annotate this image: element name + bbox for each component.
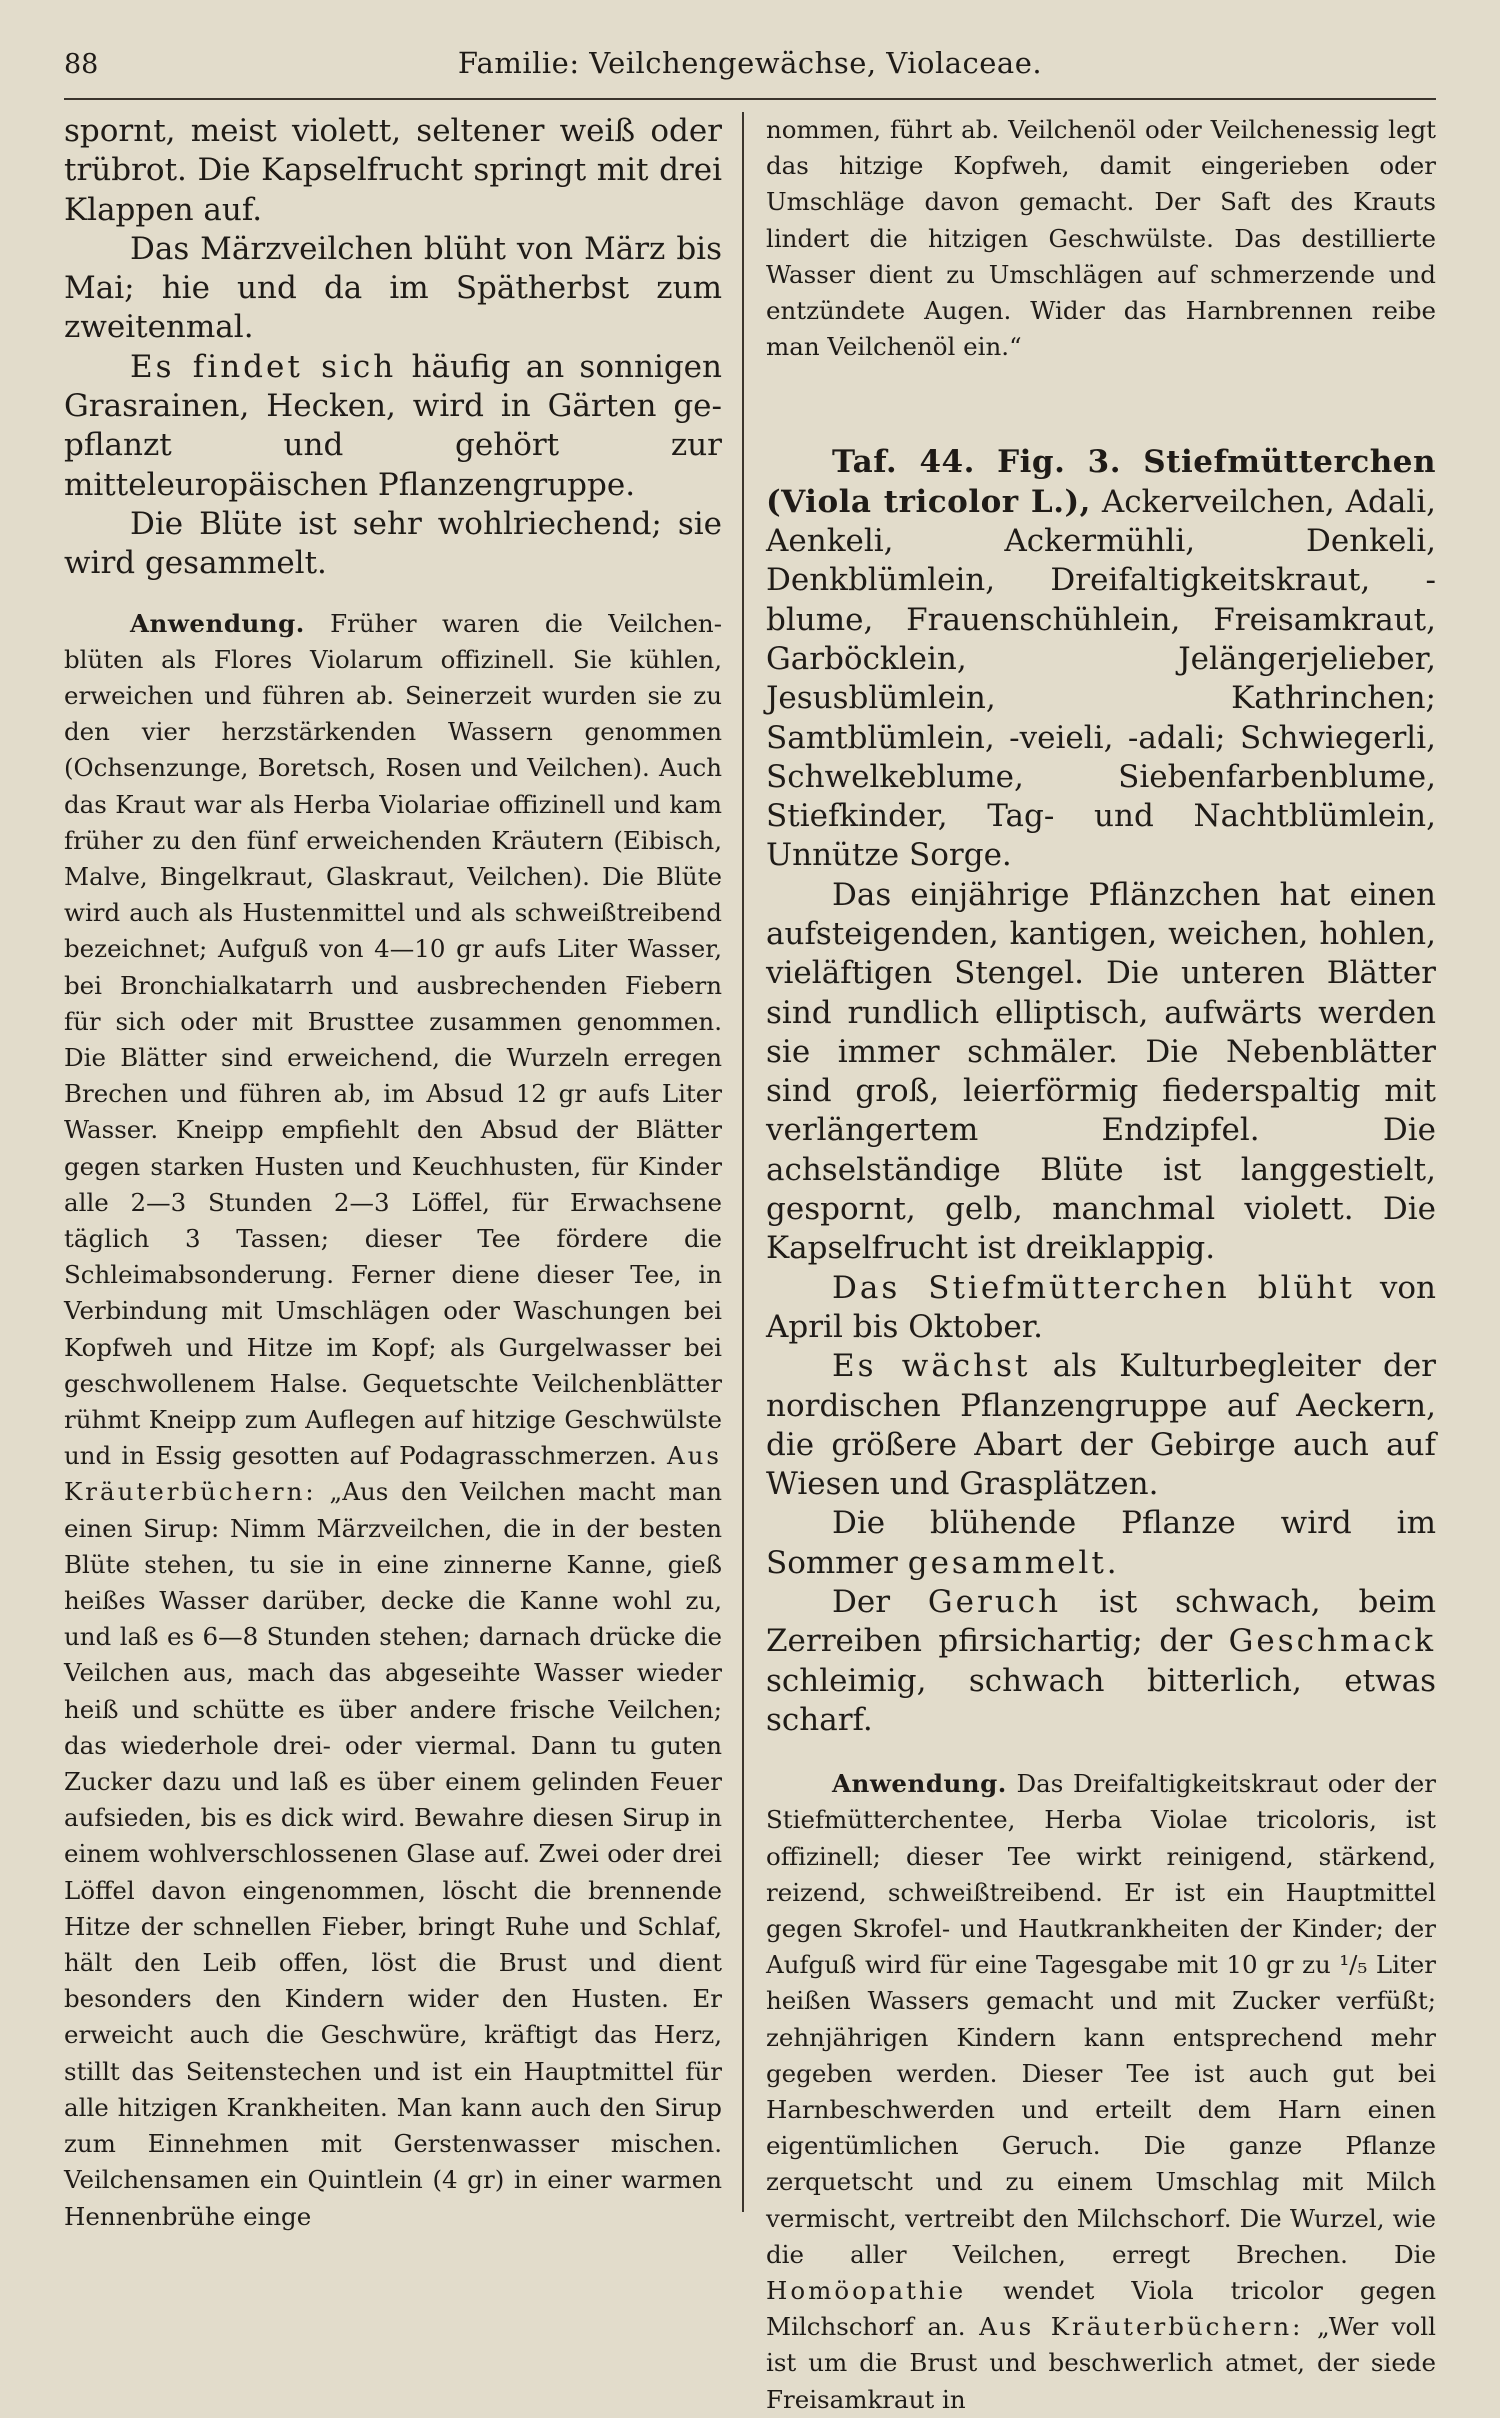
paragraph-usage: [64, 606, 722, 2235]
spaced-term: Geschmack: [1228, 1623, 1436, 1660]
running-title: Familie: Veilchengewächse, Violaceae.: [457, 46, 1043, 80]
spacer: [64, 584, 722, 606]
text-fragment: Der: [832, 1584, 928, 1621]
usage-text: Früher waren die Veilchenblüten als Flores Violarum offizinell. Sie kühlen, erweichen und führen ab. Seinerzeit wurden sie zu den vier herzstärkenden Wassern genommen (Ochsenzunge, Boretsch, Rosen und Veilchen). Auch das Kraut war als Herba Violariae offizinell und kam früher zu den fünf erweichenden Kräutern (Eibisch, Malve, Bingelkraut, Glaskraut, Veilchen). Die Blüte wird auch als Hustenmittel und als schweißtreibend bezeichnet; Aufguß von 4—10 gr aufs Liter Wasser, bei Bronchialkatarrh und ausbrechenden Fiebern für sich oder mit Brusttee zusammen genommen. Die Blätter sind erweichend, die Wurzeln erregen Brechen und führen ab, im Absud 12 gr aufs Liter Wasser. Kneipp empfiehlt den Absud der Blätter gegen starken Husten und Keuchhusten, für Kinder alle 2—3 Stunden 2—3 Löffel, für Erwachsene täglich 3 Tassen; dieser Tee fördere die Schleimabsonderung. Ferner diene dieser Tee, in Verbindung mit Umschlägen oder Waschungen bei Kopfweh und Hitze im Kopf; als Gurgelwasser bei geschwollenem Halse. Gequetschte Veilchenblätter rühmt Kneipp zum Auflegen auf hitzige Geschwülste und in Essig gesotten auf Podagrasschmerzen.: [64, 608, 722, 1471]
spaced-term: Das Stiefmütterchen blüht: [832, 1269, 1355, 1306]
text-fragment: schleimig, schwach bitterlich, etwas scharf.: [766, 1662, 1436, 1738]
herbal-books-text: „Wer voll ist um die Brust und beschwerlich atmet, der siede Freisamkraut in: [766, 2312, 1436, 2414]
paragraph-collection-text: Die blühende Pflanze wird im Sommer: [766, 1505, 1436, 1581]
plate-entry: [766, 443, 1436, 875]
usage-label: Anwendung.: [130, 608, 305, 638]
spacer: [766, 365, 1436, 443]
paragraph-scent: Die Blüte ist sehr wohlriechend; sie wird gesammelt.: [64, 505, 722, 582]
spaced-term: Homöopathie: [766, 2276, 967, 2306]
plate-synonyms: Ackerveilchen, Adali, Aenkeli, Ackermühli, Denkeli, Denkblümlein, Dreifaltigkeitskraut, -blume, Frauenschühlein, Freisamkraut, Garböcklein, Jelängerjelieber, Jesusblümlein, Kathrinchen; Samtblümlein, -veieli, -adali; Schwiegerli, Schwelkeblume, Siebenfarbenblume, Stiefkinder, Tag- und Nachtblümlein, Unnütze Sorge.: [766, 483, 1436, 874]
paragraph-continuation: nommen, führt ab. Veilchenöl oder Veilchenessig legt das hitzige Kopfweh, damit eingerieben oder Umschläge davon gemacht. Der Saft des Krauts lindert die hitzigen Geschwülste. Das destillierte Wasser dient zu Umschlägen auf schmerzende und entzündete Augen. Wider das Harnbrennen reibe man Veilchenöl ein.“: [766, 115, 1436, 362]
usage-text: Das Dreifaltigkeitskraut oder der Stiefmütterchentee, Herba Violae tricoloris, ist offizinell; dieser Tee wirkt reinigend, stärkend, reizend, schweißtreibend. Er ist ein Hauptmittel gegen Skrofel- und Hautkrankheiten der Kinder; der Aufguß wird für eine Tagesgabe mit 10 gr zu ¹/₅ Liter heißen Wassers gemacht und mit Zucker verfüßt; zehnjährigen Kindern kann entsprechend mehr gegeben werden. Dieser Tee ist auch gut bei Harnbeschwerden und erteilt dem Harn einen eigentümlichen Geruch. Die ganze Pflanze zerquetscht und zu einem Umschlag mit Milch vermischt, vertreibt den Milchschorf. Die Wurzel, wie die aller Veilchen, erregt Brechen. Die: [766, 1769, 1436, 2269]
paragraph-smell-taste: [766, 1583, 1436, 1740]
herbal-books-label: Aus Kräuterbüchern:: [979, 2312, 1304, 2342]
plate-heading: Taf. 44. Fig. 3. Stiefmütterchen (Viola tricolor L.),: [766, 444, 1436, 520]
column-divider: [742, 112, 744, 2212]
running-header: [64, 46, 1436, 86]
page-number: 88: [64, 49, 99, 80]
text-fragment: ist schwach, beim Zerreiben pfirsichartig; der: [766, 1584, 1436, 1660]
paragraph-description: Das einjährige Pflänzchen hat einen aufsteigenden, kantigen, weichen, hohlen, vieläftigen Stengel. Die unteren Blätter sind rundlich elliptisch, aufwärts werden sie immer schmäler. Die Nebenblätter sind groß, leierförmig fiederspaltig mit verlängertem Endzipfel. Die achselständige Blüte ist langgestielt, gespornt, gelb, manchmal violett. Die Kapselfrucht ist dreiklappig.: [766, 876, 1436, 1267]
paragraph-bloom: Das Märzveilchen blüht von März bis Mai; hie und da im Spätherbst zum zweitenmal.: [64, 230, 722, 346]
paragraph-habitat-text: häufig an sonnigen Grasrainen, Hecken, wird in Gärten gepflanzt und gehört zur mitteleuropäischen Pflanzengruppe.: [64, 348, 722, 503]
right-column: [766, 112, 1436, 2418]
paragraph-growth-text: als Kulturbegleiter der nordischen Pflanzengruppe auf Aeckern, die größere Abart der Gebirge auch auf Wiesen und Grasplätzen.: [766, 1348, 1436, 1503]
usage-text-continued: wendet Viola tricolor gegen Milchschorf an.: [766, 2276, 1436, 2342]
herbal-books-label: Aus Kräuterbüchern:: [64, 1441, 722, 1507]
spacer: [766, 1740, 1436, 1766]
spaced-term: Es wächst: [832, 1348, 1031, 1385]
paragraph-habitat: [64, 348, 722, 505]
header-rule: [64, 98, 1436, 100]
spaced-term: Es findet sich: [130, 348, 397, 385]
paragraph-bloom-time-text: von April bis Oktober.: [766, 1269, 1437, 1345]
herbal-books-text: „Aus den Veilchen macht man einen Sirup: Nimm Märzveilchen, die in der besten Blüte stehen, tu sie in eine zinnerne Kanne, gieß heißes Wasser darüber, decke die Kanne wohl zu, und laß es 6—8 Stunden stehen; darnach drücke die Veilchen aus, mach das abgeseihte Wasser wieder heiß und schütte es über andere frische Veilchen; das wiederhole drei- oder viermal. Dann tu guten Zucker dazu und laß es über einem gelinden Feuer aufsieden, bis es dick wird. Bewahre diesen Sirup in einem wohlverschlossenen Glase auf. Zwei oder drei Löffel davon eingenommen, löscht die brennende Hitze der schnellen Fieber, bringt Ruhe und Schlaf, hält den Leib offen, löst die Brust und dient besonders den Kindern wider den Husten. Er erweicht auch die Geschwüre, kräftigt das Herz, stillt das Seitenstechen und ist ein Hauptmittel für alle hitzigen Krankheiten. Man kann auch den Sirup zum Einnehmen mit Gerstenwasser mischen. Veilchensamen ein Quintlein (4 gr) in einer warmen Hennenbrühe einge: [64, 1477, 722, 2231]
usage-label: Anwendung.: [832, 1769, 1007, 1799]
spaced-term: gesammelt.: [907, 1544, 1120, 1581]
paragraph-usage-right: [766, 1766, 1436, 2418]
paragraph-bloom-time: [766, 1269, 1436, 1348]
left-column: [64, 112, 722, 2235]
paragraph-intro: spornt, meist violett, seltener weiß oder trübrot. Die Kapselfrucht springt mit drei Klappen auf.: [64, 113, 722, 228]
spaced-term: Geruch: [927, 1584, 1062, 1621]
paragraph-collection: [766, 1504, 1436, 1583]
paragraph-growth: [766, 1347, 1436, 1504]
